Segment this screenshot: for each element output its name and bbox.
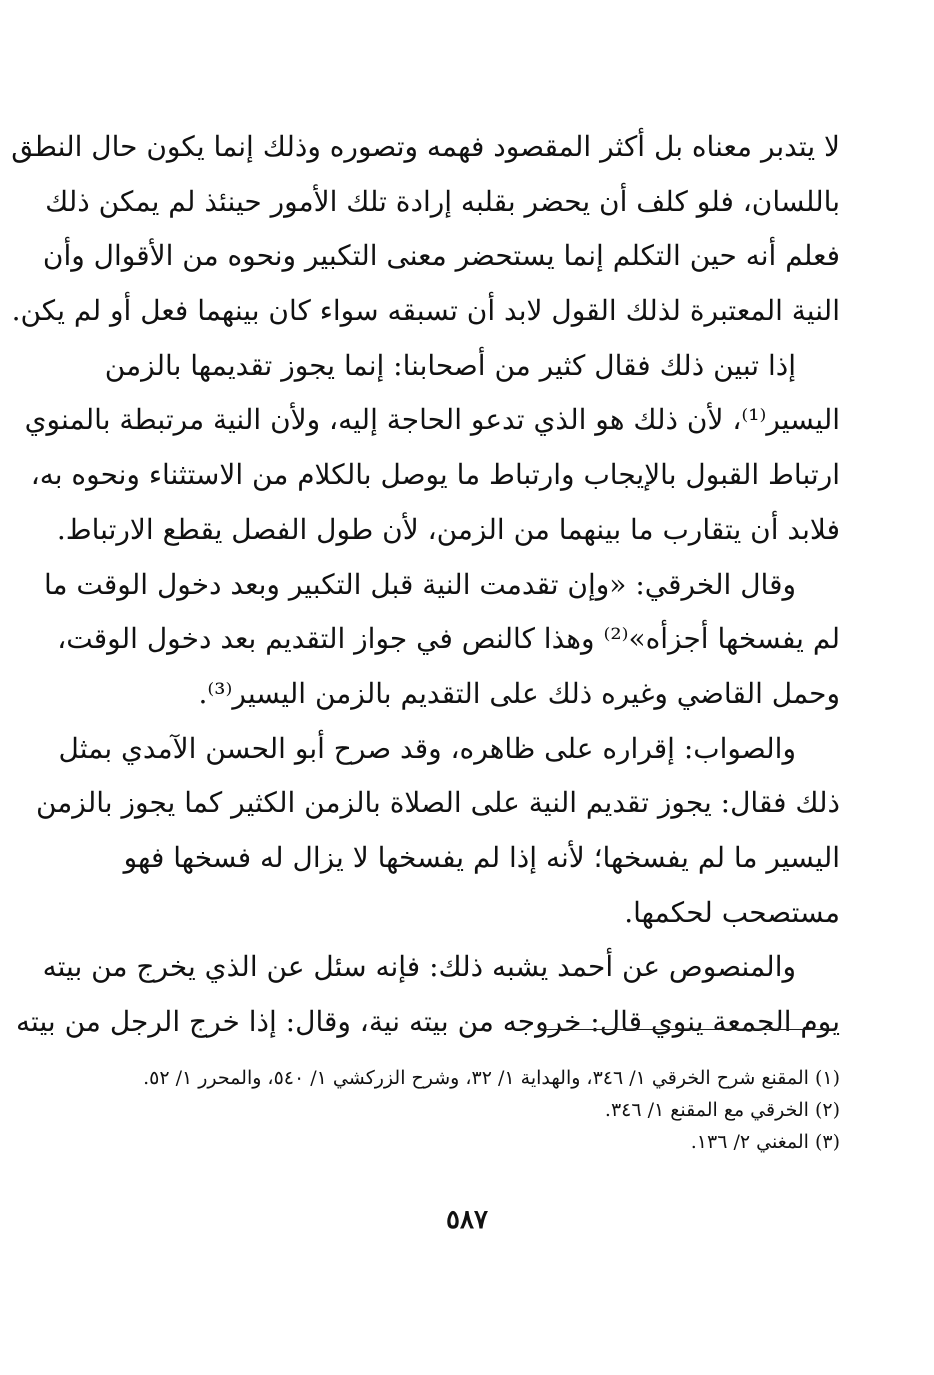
page-number: ٥٨٧: [446, 1205, 488, 1235]
text-line: والصواب: إقراره على ظاهره، وقد صرح أبو الحسن الآمدي بمثل: [58, 731, 796, 765]
text-line: النية المعتبرة لذلك القول لابد أن تسبقه سواء كان بينهما فعل أو لم يكن.: [11, 294, 840, 328]
main-text: [11, 120, 840, 1050]
text-line: وقال الخرقي: «وإن تقدمت النية قبل التكبير وبعد دخول الوقت ما: [43, 567, 796, 601]
text-line: اليسير ما لم يفسخها؛ لأنه إذا لم يفسخها لا يزال له فسخها فهو: [123, 840, 840, 874]
text-line: فلابد أن يتقارب ما بينهما من الزمن، لأن طول الفصل يقطع الارتباط.: [56, 512, 840, 546]
text-line: فعلم أنه حين التكلم إنما يستحضر معنى التكبير ونحوه من الأقوال وأن: [42, 239, 840, 273]
paragraph-4: [35, 722, 840, 941]
paragraph-3: [43, 558, 840, 722]
text-line: والمنصوص عن أحمد يشبه ذلك: فإنه سئل عن الذي يخرج من بيته: [42, 950, 796, 984]
paragraph-1: [11, 120, 840, 339]
text-line: إذا تبين ذلك فقال كثير من أصحابنا: إنما يجوز تقديمها بالزمن: [104, 348, 796, 382]
paragraph-2: [24, 339, 840, 558]
footnote-1: (١) المقنع شرح الخرقي ١/ ٣٤٦، والهداية ١/ ٣٢، وشرح الزركشي ١/ ٥٤٠، والمحرر ١/ ٥٢.: [143, 1067, 840, 1089]
text-line: اليسير⁽¹⁾، لأن ذلك هو الذي تدعو الحاجة إليه، ولأن النية مرتبطة بالمنوي: [24, 403, 840, 437]
footnote-3: (٣) المغني ٢/ ١٣٦.: [690, 1131, 840, 1153]
text-line: لا يتدبر معناه بل أكثر المقصود فهمه وتصوره وذلك إنما يكون حال النطق: [11, 130, 840, 163]
footnote-2: (٢) الخرقي مع المقنع ١/ ٣٤٦.: [604, 1099, 840, 1121]
text-line: يوم الجمعة ينوي قال: خروجه من بيته نية، وقال: إذا خرج الرجل من بيته: [16, 1005, 840, 1038]
footnotes: [128, 1062, 840, 1158]
footnote-separator: [540, 1029, 832, 1030]
text-line: مستصحب لحكمها.: [624, 895, 840, 929]
text-line: لم يفسخها أجزأه»⁽²⁾ وهذا كالنص في جواز التقديم بعد دخول الوقت،: [57, 622, 840, 656]
text-line: وحمل القاضي وغيره ذلك على التقديم بالزمن اليسير⁽³⁾.: [198, 676, 840, 710]
text-line: باللسان، فلو كلف أن يحضر بقلبه إرادة تلك الأمور حينئذ لم يمكن ذلك: [45, 184, 840, 218]
text-line: ارتباط القبول بالإيجاب وارتباط ما يوصل بالكلام من الاستثناء ونحوه به،: [30, 458, 840, 492]
paragraph-5: [16, 940, 840, 1049]
text-line: ذلك فقال: يجوز تقديم النية على الصلاة بالزمن الكثير كما يجوز بالزمن: [35, 786, 840, 820]
